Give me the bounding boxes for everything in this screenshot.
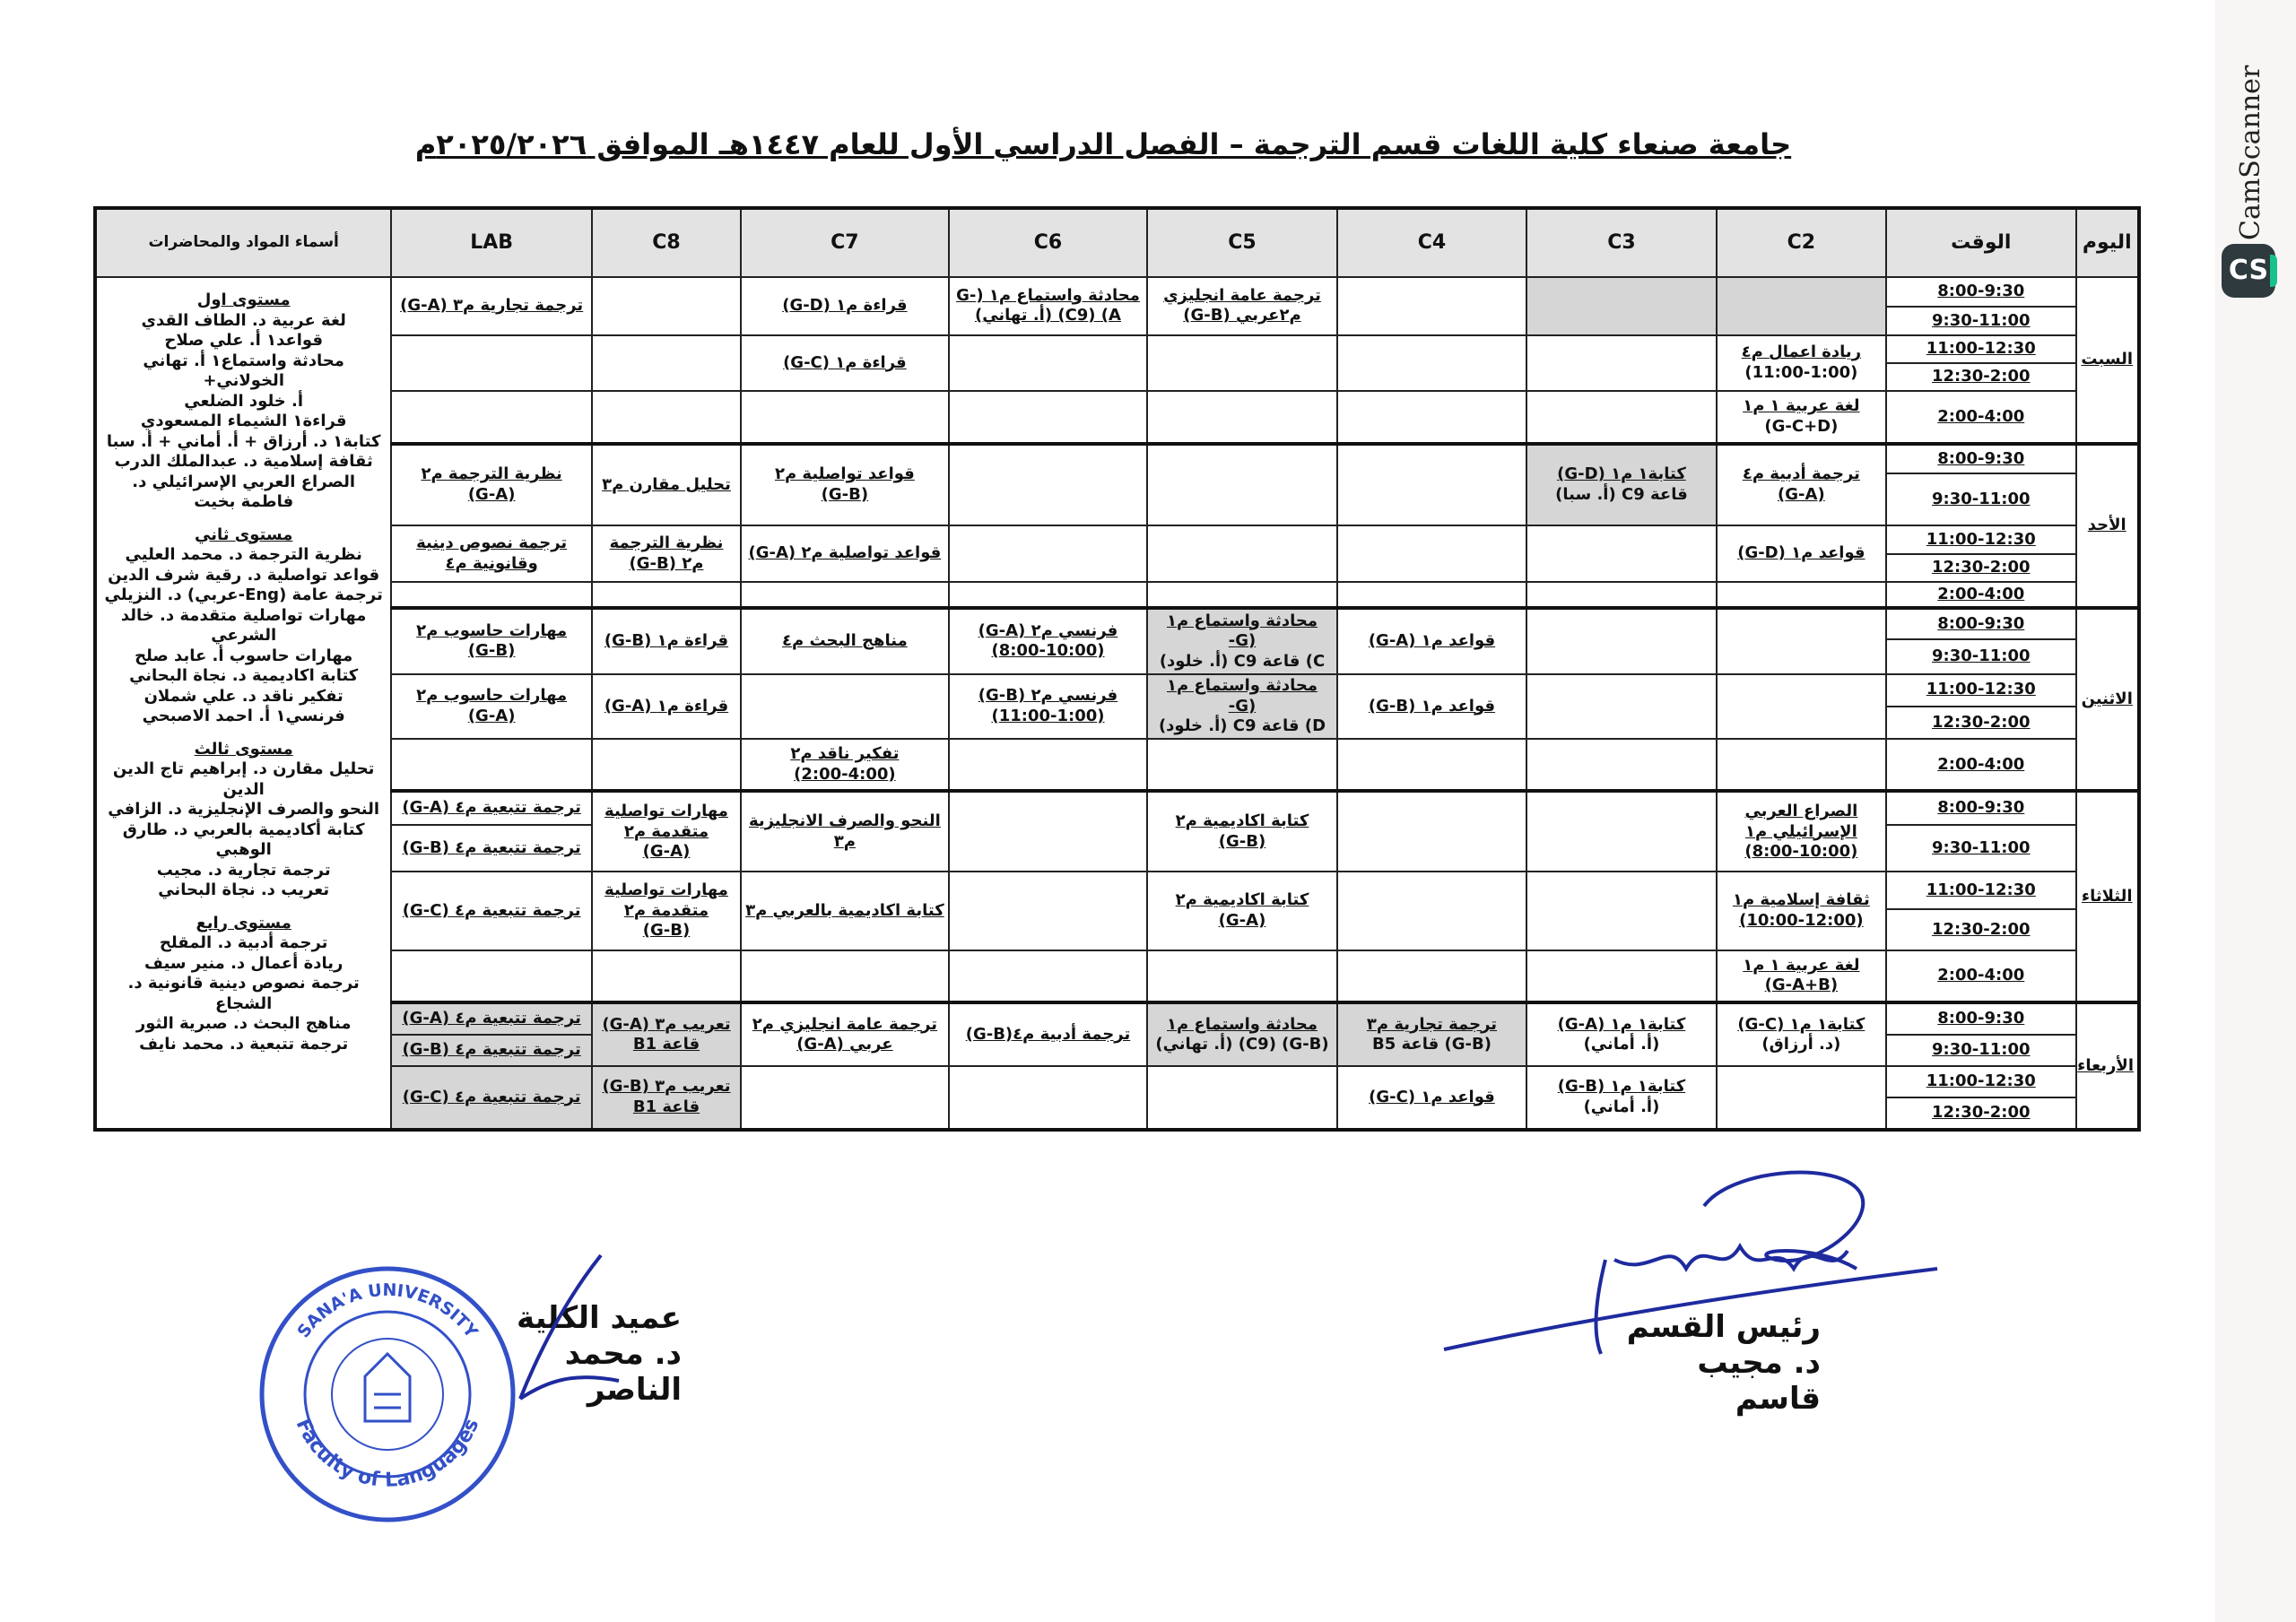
class-cell: ترجمة تتبعية م٤ (G-B) (391, 825, 592, 872)
time-cell: 8:00-9:30 (1886, 608, 2075, 639)
class-cell: تفكير ناقد م٢ (2:00-4:00) (741, 739, 949, 791)
day-sunday: الأحد (2076, 444, 2139, 609)
header-time: الوقت (1886, 208, 2075, 277)
svg-text:Faculty of Languages: Faculty of Languages (291, 1415, 484, 1492)
header-c3: C3 (1526, 208, 1716, 277)
class-cell: ترجمة تتبعية م٤ (G-C) (391, 872, 592, 950)
class-cell: النحو والصرف الانجليزية م٣ (741, 791, 949, 872)
time-cell: 12:30-2:00 (1886, 363, 2075, 391)
table-row (95, 335, 2139, 363)
header-day: اليوم (2076, 208, 2139, 277)
time-cell: 9:30-11:00 (1886, 825, 2075, 872)
lecturer-line: قواعد١ أ. علي صلاح (164, 331, 323, 350)
table-row (95, 444, 2139, 473)
lecturers-panel (95, 277, 391, 1130)
lecturer-line: محادثة واستماع١ أ. تهاني الخولاني+ (143, 351, 344, 390)
class-cell: محادثة واستماع م١ (G-B) (C9) (أ. تهاني) (1147, 1002, 1336, 1066)
schedule-table (93, 206, 2141, 1132)
class-cell: كتابة اكاديمية م٢ (G-B) (1147, 791, 1336, 872)
camscanner-logo-icon: CS (2222, 244, 2275, 298)
table-row (95, 582, 2139, 608)
time-cell: 11:00-12:30 (1886, 335, 2075, 363)
header-row (95, 208, 2139, 277)
table-row (95, 674, 2139, 707)
table-row (95, 872, 2139, 909)
time-cell: 9:30-11:00 (1886, 1035, 2075, 1066)
class-cell: كتابة اكاديمية م٢ (G-A) (1147, 872, 1336, 950)
class-cell: مهارات حاسوب م٢ (G-A) (391, 674, 592, 739)
lecturer-line: كتابة اكاديمية د. نجاة البحاني (129, 666, 359, 685)
lecturers-list (104, 291, 383, 1054)
head-of-department (1614, 1309, 1821, 1417)
time-cell: 12:30-2:00 (1886, 909, 2075, 950)
dean-title: عميد الكلية (517, 1300, 682, 1336)
class-cell: لغة عربية ١ م١ (G-A+B) (1717, 950, 1886, 1002)
time-cell: 8:00-9:30 (1886, 444, 2075, 473)
class-cell: فرنسي م٢ (G-B) (11:00-1:00) (949, 674, 1148, 739)
table-row (95, 525, 2139, 553)
class-cell: نظرية الترجمة م٢ (G-A) (391, 444, 592, 526)
class-cell: تعريب م٣ (G-A) قاعة B1 (592, 1002, 741, 1066)
lecturer-line: كتابة١ د. أرزاق + أ. أماني + أ. سبا (106, 431, 381, 451)
class-cell: ترجمة عامة انجليزي م٢عربي (G-B) (1147, 277, 1336, 335)
class-cell: كتابة١ م١ (G-B) (أ. أماني) (1526, 1066, 1716, 1130)
class-cell: ترجمة عامة انجليزي م٢ عربي (G-A) (741, 1002, 949, 1066)
header-c6: C6 (949, 208, 1148, 277)
class-cell: قواعد م١ (G-A) (1337, 608, 1526, 674)
lecturer-level-heading: مستوى ثاني (195, 525, 293, 544)
lecturer-line: نظرية الترجمة د. محمد العليي (125, 545, 362, 564)
class-cell: ترجمة نصوص دينية وقانونية م٤ (391, 525, 592, 582)
class-cell: كتابة١ م١ (G-A) (أ. أماني) (1526, 1002, 1716, 1066)
lecturer-level-heading: مستوى ثالث (194, 739, 293, 759)
class-cell: قراءة م١ (G-C) (741, 335, 949, 392)
time-cell: 2:00-4:00 (1886, 739, 2075, 791)
lecturer-line: ترجمة عامة (Eng-عربي) د. النزيلي (104, 585, 383, 604)
day-saturday: السبت (2076, 277, 2139, 444)
header-c4: C4 (1337, 208, 1526, 277)
lecturer-line: أ. خلود الضلعي (184, 391, 304, 411)
class-cell: ترجمة تتبعية م٤ (G-C) (391, 1066, 592, 1130)
class-cell: قراءة م١ (G-B) (592, 608, 741, 674)
lecturer-line: مهارات تواصلية متقدمة د. خالد الشرعي (120, 605, 367, 645)
day-tuesday: الثلاثاء (2076, 791, 2139, 1002)
time-cell: 11:00-12:30 (1886, 525, 2075, 553)
header-c8: C8 (592, 208, 741, 277)
page-title: جامعة صنعاء كلية اللغات قسم الترجمة – الفصل الدراسي الأول للعام ١٤٤٧هـ الموافق ٢٠٢٥/٢٠٢٦م (414, 127, 1792, 161)
class-cell: ترجمة تتبعية م٤ (G-B) (391, 1035, 592, 1066)
class-cell: ريادة اعمال م٤ (11:00-1:00) (1717, 335, 1886, 392)
lecturer-line: قراءة١ الشيماء المسعودي (140, 412, 347, 430)
time-cell: 11:00-12:30 (1886, 674, 2075, 707)
lecturer-line: لغة عربية د. الطاف القدي (141, 310, 346, 330)
lecturer-line: فرنسي١ أ. احمد الاصبحي (142, 707, 345, 725)
header-c7: C7 (741, 208, 949, 277)
class-cell: ترجمة تجارية م٣ (G-B) قاعة B5 (1337, 1002, 1526, 1066)
lecturer-line: قواعد تواصلية د. رقية شرف الدين (108, 565, 380, 585)
class-cell: لغة عربية ١ م١ (G-C+D) (1717, 391, 1886, 443)
lecturer-line: النحو والصرف الإنجليزية د. الزافي (108, 800, 380, 819)
class-cell: ترجمة تتبعية م٤ (G-A) (391, 1002, 592, 1034)
time-cell: 11:00-12:30 (1886, 872, 2075, 909)
time-cell: 12:30-2:00 (1886, 707, 2075, 739)
lecturer-line: ترجمة تجارية د. مجيب (156, 860, 331, 880)
camscanner-watermark: CamScanner (2235, 65, 2266, 240)
time-cell: 2:00-4:00 (1886, 582, 2075, 608)
lecturer-line: كتابة أكاديمية بالعربي د. طارق الوهبي (122, 820, 365, 859)
header-c5: C5 (1147, 208, 1336, 277)
header-c2: C2 (1717, 208, 1886, 277)
class-cell: مهارات تواصلية متقدمة م٢ (G-B) (592, 872, 741, 950)
class-cell: الصراع العربي الإسرائيلي م١ (8:00-10:00) (1717, 791, 1886, 872)
faculty-stamp (253, 1260, 522, 1529)
lecturer-level-heading: مستوى رابع (196, 913, 291, 932)
header-lecturers: أسماء المواد والمحاضرات (95, 208, 391, 277)
class-cell: قواعد م١ (G-B) (1337, 674, 1526, 739)
svg-text:SANA'A UNIVERSITY: SANA'A UNIVERSITY (293, 1279, 482, 1342)
lecturer-line: تفكير ناقد د. علي شملان (144, 686, 344, 706)
lecturer-line: مهارات حاسوب أ. عابد صلح (135, 646, 353, 665)
time-cell: 11:00-12:30 (1886, 1066, 2075, 1097)
class-cell: ترجمة تجارية م٣ (G-A) (391, 277, 592, 335)
lecturer-line: تحليل مقارن د. إبراهيم تاج الدين الدين (112, 759, 375, 799)
class-cell: كتابة اكاديمية بالعربي م٣ (741, 872, 949, 950)
table-row (95, 739, 2139, 791)
lecturer-line: ترجمة نصوص دينية قانونية د. الشجاع (127, 974, 360, 1013)
class-cell: محادثة واستماع م١ (G- C) قاعة C9 (أ. خلود) (1147, 608, 1336, 674)
table-row (95, 1066, 2139, 1097)
lecturer-line: ريادة أعمال د. منير سيف (144, 953, 344, 973)
day-wednesday: الأربعاء (2076, 1002, 2139, 1130)
time-cell: 2:00-4:00 (1886, 391, 2075, 443)
table-row (95, 950, 2139, 1002)
lecturer-line: مناهج البحث د. صبرية الثور (135, 1014, 352, 1033)
class-cell: تحليل مقارن م٣ (592, 444, 741, 526)
lecturer-line: الصراع العربي الإسرائيلي د. فاطمة بخيت (132, 472, 356, 511)
header-lab: LAB (391, 208, 592, 277)
class-cell: مهارات حاسوب م٢ (G-B) (391, 608, 592, 674)
lecturer-line: ثقافة إسلامية د. عبدالملك الدرب (114, 452, 373, 471)
class-cell: محادثة واستماع م١ (G- D) قاعة C9 (أ. خلود) (1147, 674, 1336, 739)
table-row (95, 391, 2139, 443)
class-cell: قراءة م١ (G-D) (741, 277, 949, 335)
head-title: رئيس القسم (1626, 1309, 1821, 1345)
table-row (95, 791, 2139, 825)
time-cell: 8:00-9:30 (1886, 791, 2075, 825)
class-cell: كتابة١ م١ (G-D) قاعة C9 (أ. سبا) (1526, 444, 1716, 526)
time-cell: 8:00-9:30 (1886, 277, 2075, 307)
class-cell: ترجمة أدبية م٤(G-B) (949, 1002, 1148, 1066)
head-name: د. مجيب قاسم (1697, 1345, 1821, 1417)
lecturer-line: ترجمة أدبية د. المقلح (159, 933, 328, 952)
day-monday: الاثنين (2076, 608, 2139, 791)
lecturer-level-heading: مستوى اول (196, 291, 291, 309)
class-cell: ترجمة أدبية م٤ (G-A) (1717, 444, 1886, 526)
class-cell: ثقافة إسلامية م١ (10:00-12:00) (1717, 872, 1886, 950)
time-cell: 12:30-2:00 (1886, 1097, 2075, 1130)
time-cell: 8:00-9:30 (1886, 1002, 2075, 1034)
class-cell: نظرية الترجمة م٢ (G-B) (592, 525, 741, 582)
class-cell: فرنسي م٢ (G-A) (8:00-10:00) (949, 608, 1148, 674)
class-cell: مهارات تواصلية متقدمة م٢ (G-A) (592, 791, 741, 872)
class-cell: قواعد تواصلية م٢ (G-A) (741, 525, 949, 582)
class-cell: قراءة م١ (G-A) (592, 674, 741, 739)
dean-name: د. محمد الناصر (564, 1336, 682, 1408)
time-cell: 9:30-11:00 (1886, 639, 2075, 674)
time-cell: 9:30-11:00 (1886, 307, 2075, 334)
lecturer-line: تعريب د. نجاة البحاني (158, 880, 330, 899)
class-cell: قواعد تواصلية م٢ (G-B) (741, 444, 949, 526)
class-cell: ترجمة تتبعية م٤ (G-A) (391, 791, 592, 825)
class-cell: محادثة واستماع م١ (G-A) (C9) (أ. تهاني) (949, 277, 1148, 335)
table-row (95, 277, 2139, 307)
class-cell: مناهج البحث م٤ (741, 608, 949, 674)
time-cell: 12:30-2:00 (1886, 554, 2075, 582)
table-row (95, 608, 2139, 639)
table-row (95, 1002, 2139, 1034)
time-cell: 2:00-4:00 (1886, 950, 2075, 1002)
class-cell: قواعد م١ (G-D) (1717, 525, 1886, 582)
class-cell: كتابة١ م١ (G-C) (د. أرزاق) (1717, 1002, 1886, 1066)
class-cell: قواعد م١ (G-C) (1337, 1066, 1526, 1130)
class-cell: تعريب م٣ (G-B) قاعة B1 (592, 1066, 741, 1130)
time-cell: 9:30-11:00 (1886, 473, 2075, 525)
lecturer-line: ترجمة تتبعية د. محمد نايف (139, 1034, 349, 1054)
